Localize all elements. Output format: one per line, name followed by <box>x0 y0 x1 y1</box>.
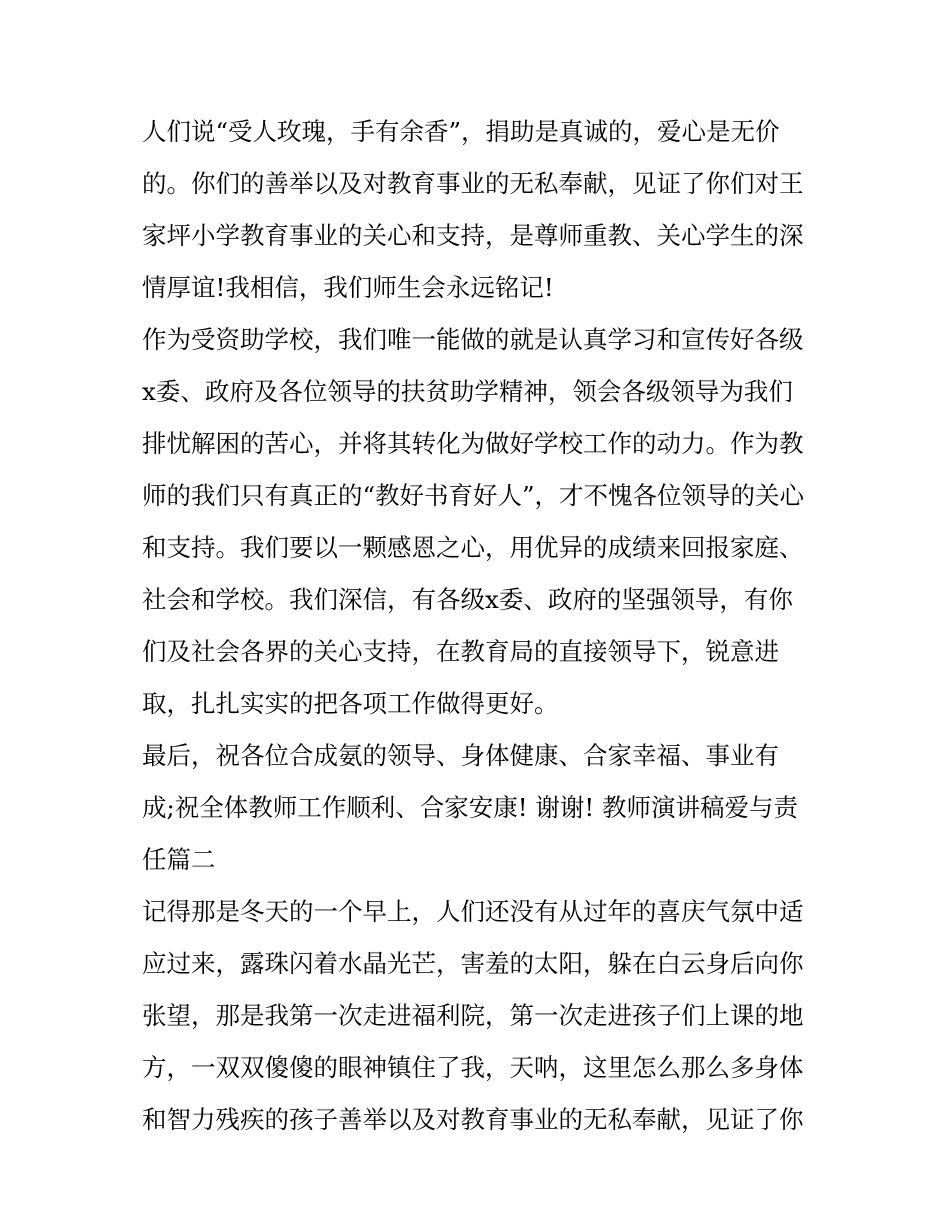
text-line: 师的我们只有真正的“教好书育好人”，才不愧各位领导的关心 <box>142 481 805 510</box>
text-line: 取，扎扎实实的把各项工作做得更好。 <box>142 689 559 718</box>
text-line: 和支持。我们要以一颗感恩之心，用优异的成绩来回报家庭、 <box>142 533 804 562</box>
document-body <box>142 106 832 1146</box>
text-line: 们及社会各界的关心支持，在教育局的直接领导下，锐意进 <box>142 637 779 666</box>
text-line: 的。你们的善举以及对教育事业的无私奉献，见证了你们对王 <box>142 169 804 198</box>
text-line: 作为受资助学校，我们唯一能做的就是认真学习和宣传好各级 <box>142 325 804 354</box>
text-line: 情厚谊!我相信，我们师生会永远铭记! <box>142 273 554 302</box>
text-line: 最后，祝各位合成氨的领导、身体健康、合家幸福、事业有 <box>142 741 779 770</box>
text-line: 张望，那是我第一次走进福利院，第一次走进孩子们上课的地 <box>142 1001 804 1030</box>
text-line: 应过来，露珠闪着水晶光芒，害羞的太阳，躲在白云身后向你 <box>142 949 804 978</box>
text-line: 任篇二 <box>142 845 216 874</box>
text-line: 排忧解困的苦心，并将其转化为做好学校工作的动力。作为教 <box>142 429 804 458</box>
text-line: 人们说“受人玫瑰，手有余香”，捐助是真诚的，爱心是无价 <box>142 117 780 146</box>
text-line: 方，一双双傻傻的眼神镇住了我，天呐，这里怎么那么多身体 <box>142 1053 804 1082</box>
text-line: x委、政府及各位领导的扶贫助学精神，领会各级领导为我们 <box>142 377 793 406</box>
text-line: 和智力残疾的孩子善举以及对教育事业的无私奉献，见证了你 <box>142 1105 804 1134</box>
text-line: 家坪小学教育事业的关心和支持，是尊师重教、关心学生的深 <box>142 221 804 250</box>
text-line: 社会和学校。我们深信，有各级x委、政府的坚强领导，有你 <box>142 585 793 614</box>
text-line: 记得那是冬天的一个早上，人们还没有从过年的喜庆气氛中适 <box>142 897 804 926</box>
text-line: 成;祝全体教师工作顺利、合家安康! 谢谢! 教师演讲稿爱与责 <box>142 793 799 822</box>
